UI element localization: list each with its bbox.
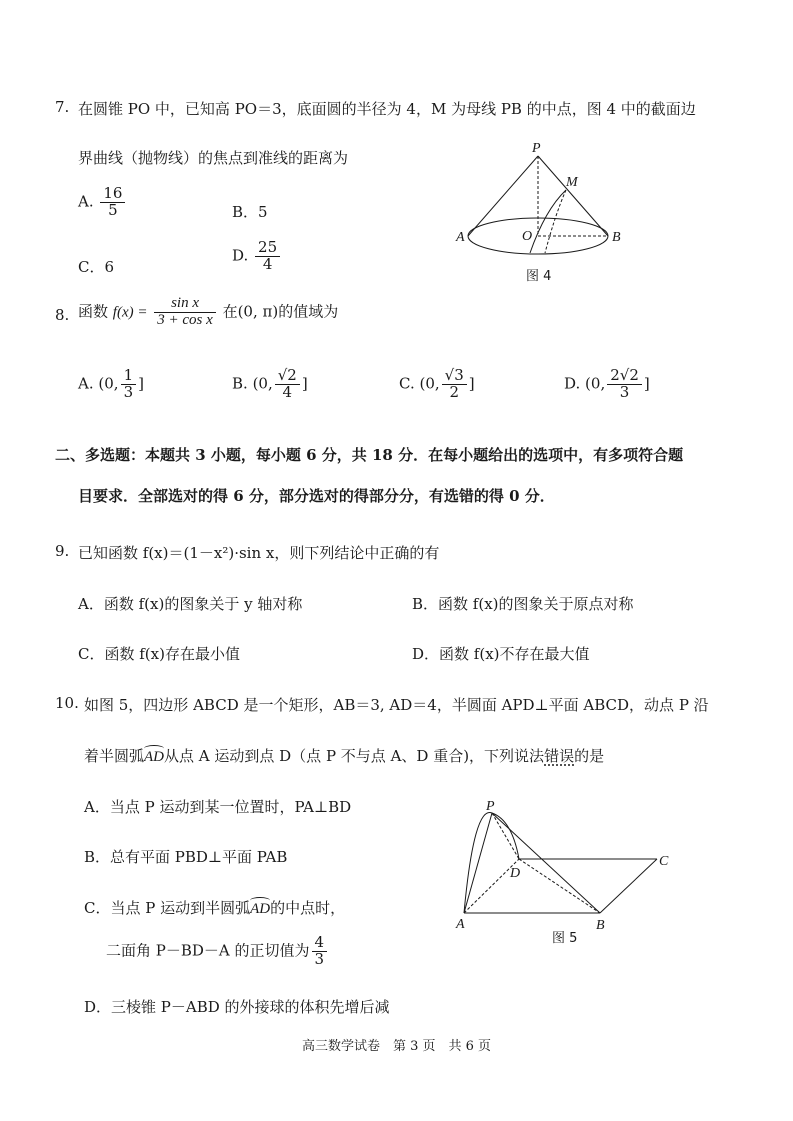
- figure-5-caption: 图 5: [552, 931, 578, 946]
- fraction: [100, 186, 125, 219]
- numerator: 2√2: [607, 368, 642, 385]
- q10-stem-line1: 如图 5，四边形 ABCD 是一个矩形，AB＝3, AD＝4，半圆面 APD⊥平面 ABCD，动点 P 沿: [84, 696, 709, 714]
- q8-stem-post: 在(0, π)的值域为: [222, 302, 339, 321]
- denominator: 3: [619, 382, 630, 401]
- denominator: 5: [108, 200, 118, 219]
- numerator: √2: [275, 368, 300, 385]
- q9-stem: 已知函数 f(x)＝(1－x²)·sin x，则下列结论中正确的有: [78, 544, 440, 562]
- interval-close: ]: [643, 374, 650, 393]
- q10-option-d[interactable]: D．三棱锥 P－ABD 的外接球的体积先增后减: [84, 998, 390, 1016]
- option-label: A.: [78, 374, 94, 393]
- q10-line2-post: 的是: [574, 747, 605, 765]
- label-d: D: [510, 866, 521, 881]
- q8-function: f(x) =: [112, 304, 148, 321]
- label-p: P: [532, 141, 541, 156]
- interval-close: ]: [138, 374, 144, 393]
- interval-open: (0,: [585, 374, 606, 393]
- q10-c-post: 的中点时，: [270, 899, 346, 917]
- q7-option-d[interactable]: [232, 240, 282, 273]
- edge-bc: [600, 859, 657, 913]
- numerator: 16: [100, 186, 125, 203]
- interval-open: (0,: [252, 374, 273, 393]
- numerator: sin x: [154, 296, 216, 313]
- numerator: 25: [255, 240, 280, 257]
- q10-option-a[interactable]: A．当点 P 运动到某一位置时，PA⊥BD: [84, 798, 352, 816]
- q8-option-d[interactable]: [564, 368, 650, 401]
- section-2-heading-line2: 目要求．全部选对的得 6 分，部分选对的得部分分，有选错的得 0 分．: [78, 487, 555, 505]
- q9-option-b[interactable]: B．函数 f(x)的图象关于原点对称: [412, 595, 634, 613]
- numerator: √3: [442, 368, 467, 385]
- numerator: 4: [312, 935, 328, 952]
- q10-c-pre: C．当点 P 运动到半圆弧: [84, 899, 251, 917]
- fraction: [255, 240, 280, 273]
- q8-option-c[interactable]: [399, 368, 475, 401]
- label-c: C: [659, 854, 669, 869]
- q10-option-c-line1[interactable]: [84, 897, 345, 918]
- q9-option-a[interactable]: A．函数 f(x)的图象关于 y 轴对称: [78, 595, 303, 613]
- arc-ad: AD: [250, 901, 271, 917]
- q8-number: 8.: [55, 306, 70, 324]
- fraction: [275, 368, 300, 401]
- q10-c2-pre: 二面角 P－BD－A 的正切值为: [106, 941, 310, 960]
- q10-option-c-line2: [106, 935, 329, 968]
- numerator: 1: [121, 368, 137, 385]
- fraction: [121, 368, 137, 401]
- edge-pd: [492, 813, 519, 859]
- option-label: D.: [232, 246, 249, 265]
- fraction: [442, 368, 467, 401]
- q7-option-c[interactable]: C．6: [78, 258, 115, 276]
- q7-option-b[interactable]: B．5: [232, 203, 268, 221]
- q9-option-c[interactable]: C．函数 f(x)存在最小值: [78, 645, 240, 663]
- denominator: 3: [123, 382, 134, 401]
- interval-open: (0,: [419, 374, 440, 393]
- q10-line2-pre: 着半圆弧: [84, 747, 145, 765]
- q10-option-b[interactable]: B．总有平面 PBD⊥平面 PAB: [84, 848, 288, 866]
- denominator: 4: [262, 254, 273, 273]
- fraction: [312, 935, 328, 968]
- q8-option-b[interactable]: [232, 368, 308, 401]
- option-label: B.: [232, 374, 248, 393]
- emphasis-wrong: 错误: [544, 747, 575, 765]
- q7-option-a[interactable]: [78, 186, 127, 219]
- denominator: 4: [282, 382, 293, 401]
- q10-line2-mid: 从点 A 运动到点 D（点 P 不与点 A、D 重合)，下列说法: [164, 747, 545, 765]
- q9-number: 9.: [55, 542, 70, 560]
- page-footer: 高三数学试卷 第 3 页 共 6 页: [301, 1039, 492, 1054]
- figure-4-cone: [456, 140, 630, 290]
- q8-stem: [78, 296, 338, 329]
- q7-number: 7.: [55, 98, 70, 116]
- diagonal-bd: [519, 859, 600, 913]
- interval-close: ]: [301, 374, 308, 393]
- q8-option-a[interactable]: [78, 368, 144, 401]
- label-a: A: [456, 230, 465, 245]
- arc-ad: AD: [144, 749, 165, 765]
- q10-stem-line2: [84, 745, 604, 766]
- denominator: 2: [449, 382, 459, 401]
- section-2-heading-line1: 二、多选题：本题共 3 小题，每小题 6 分，共 18 分．在每小题给出的选项中，有多项符合题: [55, 446, 684, 464]
- cone-edge-pa: [468, 156, 538, 236]
- figure-5-pyramid: [452, 795, 677, 950]
- label-a: A: [456, 917, 465, 932]
- denominator: 3: [314, 949, 325, 968]
- interval-open: (0,: [98, 374, 119, 393]
- label-b: B: [612, 230, 621, 245]
- option-label: A.: [78, 192, 94, 211]
- q7-stem-line2: 界曲线（抛物线）的焦点到准线的距离为: [78, 149, 349, 167]
- option-label: D.: [564, 374, 581, 393]
- q8-stem-pre: 函数: [78, 302, 109, 321]
- interval-close: ]: [468, 374, 475, 393]
- label-m: M: [566, 175, 578, 190]
- figure-4-caption: 图 4: [526, 269, 552, 284]
- q10-number: 10.: [55, 694, 79, 712]
- fraction: [607, 368, 642, 401]
- cone-edge-pb: [538, 156, 608, 236]
- option-label: C.: [399, 374, 415, 393]
- q7-stem-line1: 在圆锥 PO 中，已知高 PO＝3，底面圆的半径为 4，M 为母线 PB 的中点，图 4 中的截面边: [78, 100, 696, 118]
- fraction: [154, 296, 216, 329]
- denominator: 3 + cos x: [157, 311, 213, 328]
- q9-option-d[interactable]: D．函数 f(x)不存在最大值: [412, 645, 590, 663]
- label-p: P: [486, 799, 495, 814]
- label-o: O: [522, 229, 533, 244]
- parabola-hidden: [545, 190, 566, 253]
- label-b: B: [596, 918, 605, 933]
